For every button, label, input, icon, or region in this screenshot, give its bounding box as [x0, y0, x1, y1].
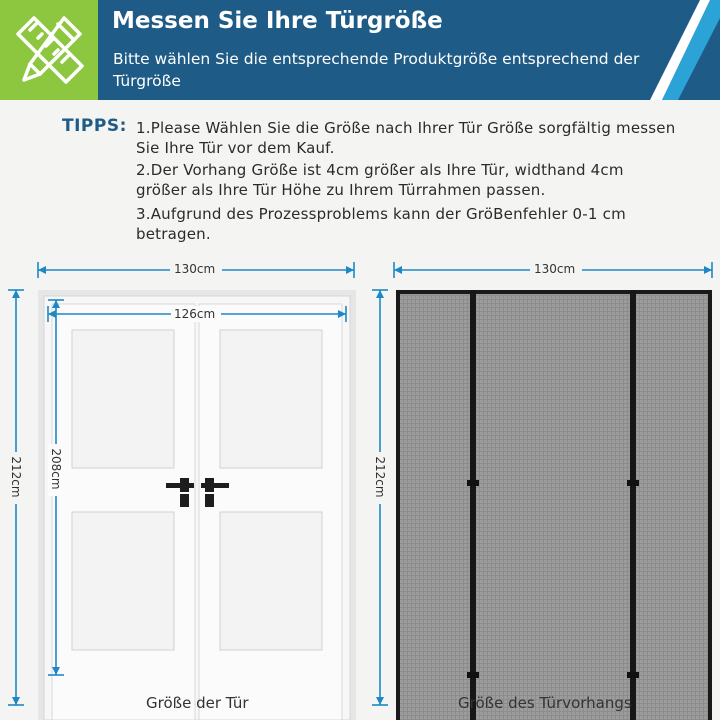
curtain-image: [396, 290, 712, 720]
tips-label: TIPPS:: [62, 116, 127, 136]
page-title: Messen Sie Ihre Türgröße: [112, 8, 443, 34]
tip-item-2: 2.Der Vorhang Größe ist 4cm größer als Ihre Tür, widthand 4cm größer als Ihre Tür Höhe zu Ihrem Türrahmen passen.: [136, 161, 624, 199]
curtain-height-label: 212cm: [373, 456, 387, 498]
door-outer-height-label: 212cm: [9, 456, 23, 498]
measurement-illustration: [0, 250, 720, 720]
door-inner-width-label: 126cm: [174, 307, 216, 321]
ruler-pencil-icon: [0, 0, 98, 100]
door-caption: Größe der Tür: [146, 694, 249, 712]
door-image: [38, 290, 356, 720]
curtain-width-label: 130cm: [534, 262, 576, 276]
door-inner-height-label: 208cm: [49, 448, 63, 490]
tip-item-3: 3.Aufgrund des Prozessproblems kann der GröBenfehler 0-1 cm betragen.: [136, 205, 626, 243]
door-outer-width-label: 130cm: [174, 262, 216, 276]
tip-item-1: 1.Please Wählen Sie die Größe nach Ihrer Tür Größe sorgfältig messen Sie Ihre Tür vor dem Kauf.: [136, 119, 676, 157]
page-subtitle: Bitte wählen Sie die entsprechende Produktgröße entsprechend der Türgröße: [113, 50, 640, 90]
curtain-caption: Größe des Türvorhangs: [458, 694, 632, 712]
